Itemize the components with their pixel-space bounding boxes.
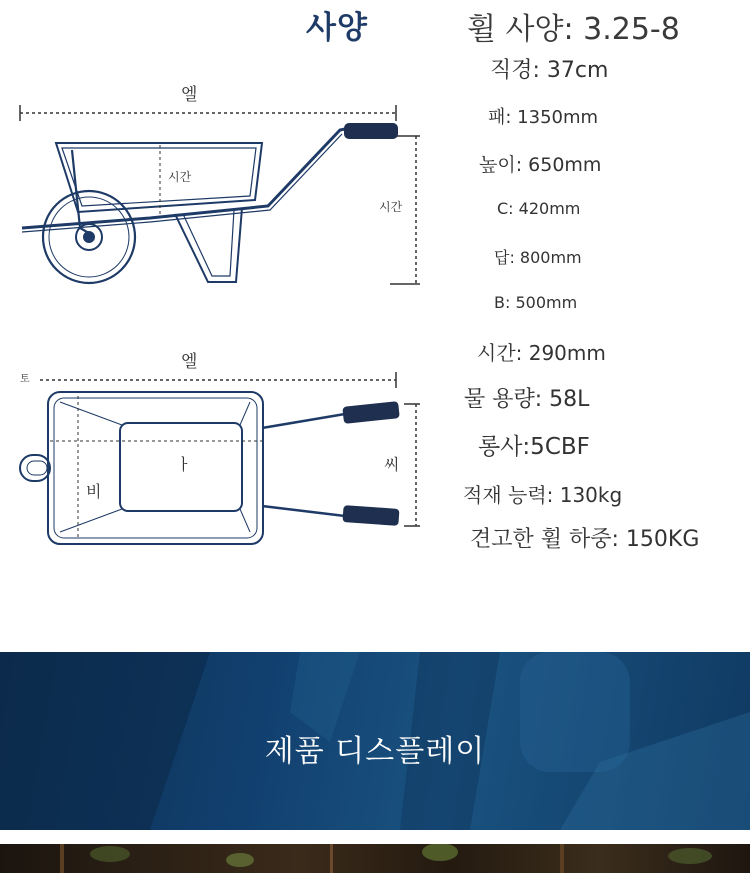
spec-load-capacity: 적재 능력: 130kg <box>463 483 623 507</box>
photo-foliage <box>0 844 750 873</box>
spec-length: 패: 1350mm <box>488 107 599 128</box>
side-length-label: 엘 <box>181 85 198 105</box>
top-width-label: 씨 <box>384 455 400 474</box>
top-length-label: 엘 <box>181 352 198 372</box>
spec-rongsa: 롱사:5CBF <box>478 434 590 460</box>
product-photo-strip <box>0 844 750 873</box>
spec-wheel-load: 견고한 휠 하중: 150KG <box>470 527 700 552</box>
section-gap <box>0 830 750 844</box>
top-view-diagram <box>20 372 420 544</box>
spec-height: 높이: 650mm <box>479 154 602 176</box>
spec-c: C: 420mm <box>497 199 581 218</box>
top-inner-width-label: ㅏ <box>176 455 192 474</box>
spec-d: 답: 800mm <box>494 248 582 267</box>
side-height-label: 시간 <box>379 200 403 214</box>
spec-water-capacity: 물 용량: 58L <box>464 387 590 412</box>
top-b-label: 비 <box>86 482 102 501</box>
side-view-diagram <box>20 105 420 284</box>
page-title: 사양 <box>306 10 368 46</box>
banner-title: 제품 디스플레이 <box>264 734 486 769</box>
wheel-spec-heading: 휠 사양: 3.25-8 <box>467 12 680 47</box>
top-left-label: 토 <box>20 374 30 385</box>
product-display-banner <box>0 652 750 830</box>
side-inner-height-label: 시간 <box>168 170 192 184</box>
wheelbarrow-diagrams <box>0 0 460 560</box>
spec-time: 시간: 290mm <box>477 341 606 365</box>
spec-diameter: 직경: 37cm <box>490 58 609 83</box>
spec-b: B: 500mm <box>494 293 578 312</box>
